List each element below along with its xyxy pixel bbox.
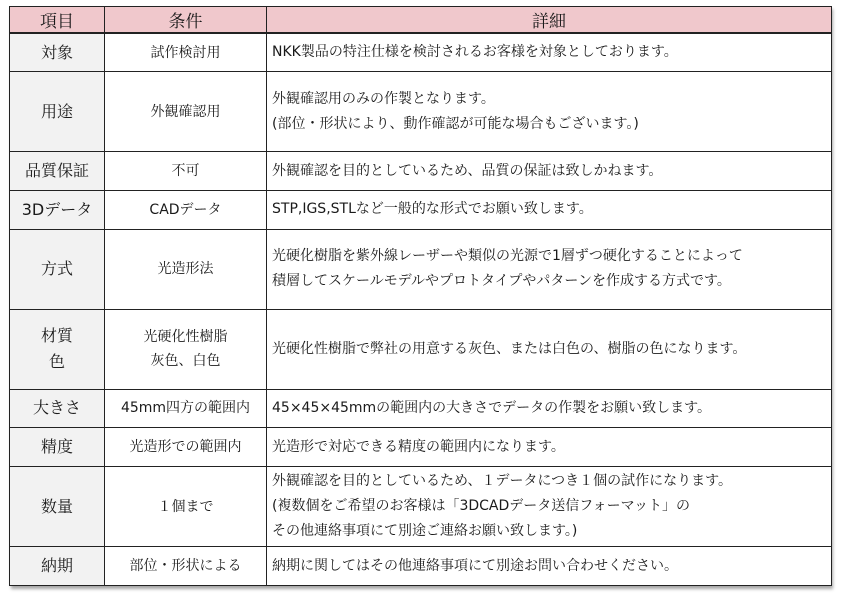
detail-cell	[267, 547, 832, 586]
item-text: 3Dデータ	[21, 199, 93, 219]
item-text: 数量	[40, 496, 73, 516]
item-cell	[10, 547, 105, 586]
condition-text: 45mm四方の範囲内	[120, 400, 251, 417]
condition-text: １個まで	[157, 498, 214, 515]
table-row	[10, 191, 832, 230]
condition-text: 光造形法	[157, 261, 214, 278]
item-text: 対象	[40, 42, 73, 62]
condition-text: 光硬化性樹脂	[143, 329, 228, 346]
header-item: 項目	[10, 7, 105, 34]
detail-text: (部位・形状により、動作確認が可能な場合もございます。)	[272, 115, 639, 132]
table-row	[10, 309, 832, 389]
item-cell	[10, 389, 105, 428]
table-body	[10, 33, 832, 586]
detail-cell	[267, 389, 832, 428]
spec-table-frame	[9, 6, 831, 586]
detail-text: 外観確認を目的としているため、１データにつき１個の試作になります。	[272, 473, 733, 490]
item-text: 用途	[40, 101, 73, 121]
item-cell	[10, 152, 105, 191]
item-cell	[10, 191, 105, 230]
detail-text: 納期に関してはその他連絡事項にて別途お問い合わせください。	[272, 557, 678, 574]
condition-text: CADデータ	[149, 201, 222, 218]
detail-cell	[267, 428, 832, 467]
condition-text: 光造形での範囲内	[129, 439, 242, 456]
detail-cell	[267, 191, 832, 230]
condition-cell	[105, 152, 267, 191]
detail-text: 光硬化樹脂を紫外線レーザーや類似の光源で1層ずつ硬化することによって	[272, 248, 743, 265]
condition-cell	[105, 428, 267, 467]
table-row	[10, 467, 832, 547]
table-row	[10, 72, 832, 152]
detail-text: NKK製品の特注仕様を検討されるお客様を対象としております。	[272, 44, 678, 61]
item-cell	[10, 33, 105, 72]
item-text: 品質保証	[24, 161, 89, 181]
condition-cell	[105, 547, 267, 586]
header-condition: 条件	[105, 7, 267, 34]
detail-text: 外観確認を目的としているため、品質の保証は致しかねます。	[272, 162, 663, 179]
condition-text: 試作検討用	[150, 44, 221, 61]
condition-cell	[105, 309, 267, 389]
condition-cell	[105, 467, 267, 547]
detail-cell	[267, 229, 832, 309]
table-row	[10, 152, 832, 191]
condition-cell	[105, 191, 267, 230]
header-detail: 詳細	[267, 7, 832, 34]
detail-cell	[267, 467, 832, 547]
item-text: 方式	[40, 259, 73, 279]
detail-cell	[267, 72, 832, 152]
detail-cell	[267, 33, 832, 72]
detail-text: 45×45×45mmの範囲内の大きさでデータの作製をお願い致します。	[272, 399, 712, 416]
condition-text: 部位・形状による	[129, 558, 242, 575]
item-cell	[10, 229, 105, 309]
table-row	[10, 547, 832, 586]
detail-text: STP,IGS,STLなど一般的な形式でお願い致します。	[272, 201, 593, 218]
table-row	[10, 428, 832, 467]
condition-cell	[105, 229, 267, 309]
condition-text: 外観確認用	[150, 103, 221, 120]
condition-cell	[105, 33, 267, 72]
detail-text: 光造形で対応できる精度の範囲内になります。	[272, 438, 565, 455]
item-text: 納期	[40, 556, 73, 576]
condition-cell	[105, 72, 267, 152]
table-row	[10, 229, 832, 309]
condition-cell	[105, 389, 267, 428]
item-text: 色	[48, 352, 65, 372]
item-text: 大きさ	[32, 398, 81, 418]
header-row	[10, 7, 832, 34]
item-cell	[10, 72, 105, 152]
item-cell	[10, 428, 105, 467]
condition-text: 不可	[171, 163, 200, 180]
table-row	[10, 389, 832, 428]
condition-text: 灰色、白色	[150, 353, 221, 370]
item-text: 材質	[40, 326, 73, 346]
item-cell	[10, 309, 105, 389]
detail-text: (複数個をご希望のお客様は「3DCADデータ送信フォーマット」の	[272, 498, 691, 515]
detail-cell	[267, 152, 832, 191]
table-row	[10, 33, 832, 72]
detail-text: 積層してスケールモデルやプロトタイプやパターンを作成する方式です。	[272, 273, 731, 290]
detail-text: その他連絡事項にて別途ご連絡お願い致します。)	[272, 523, 578, 540]
item-text: 精度	[40, 437, 73, 457]
item-cell	[10, 467, 105, 547]
detail-cell	[267, 309, 832, 389]
detail-text: 外観確認用のみの作製となります。	[272, 90, 495, 107]
detail-text: 光硬化性樹脂で弊社の用意する灰色、または白色の、樹脂の色になります。	[272, 340, 747, 357]
spec-table	[9, 6, 832, 586]
